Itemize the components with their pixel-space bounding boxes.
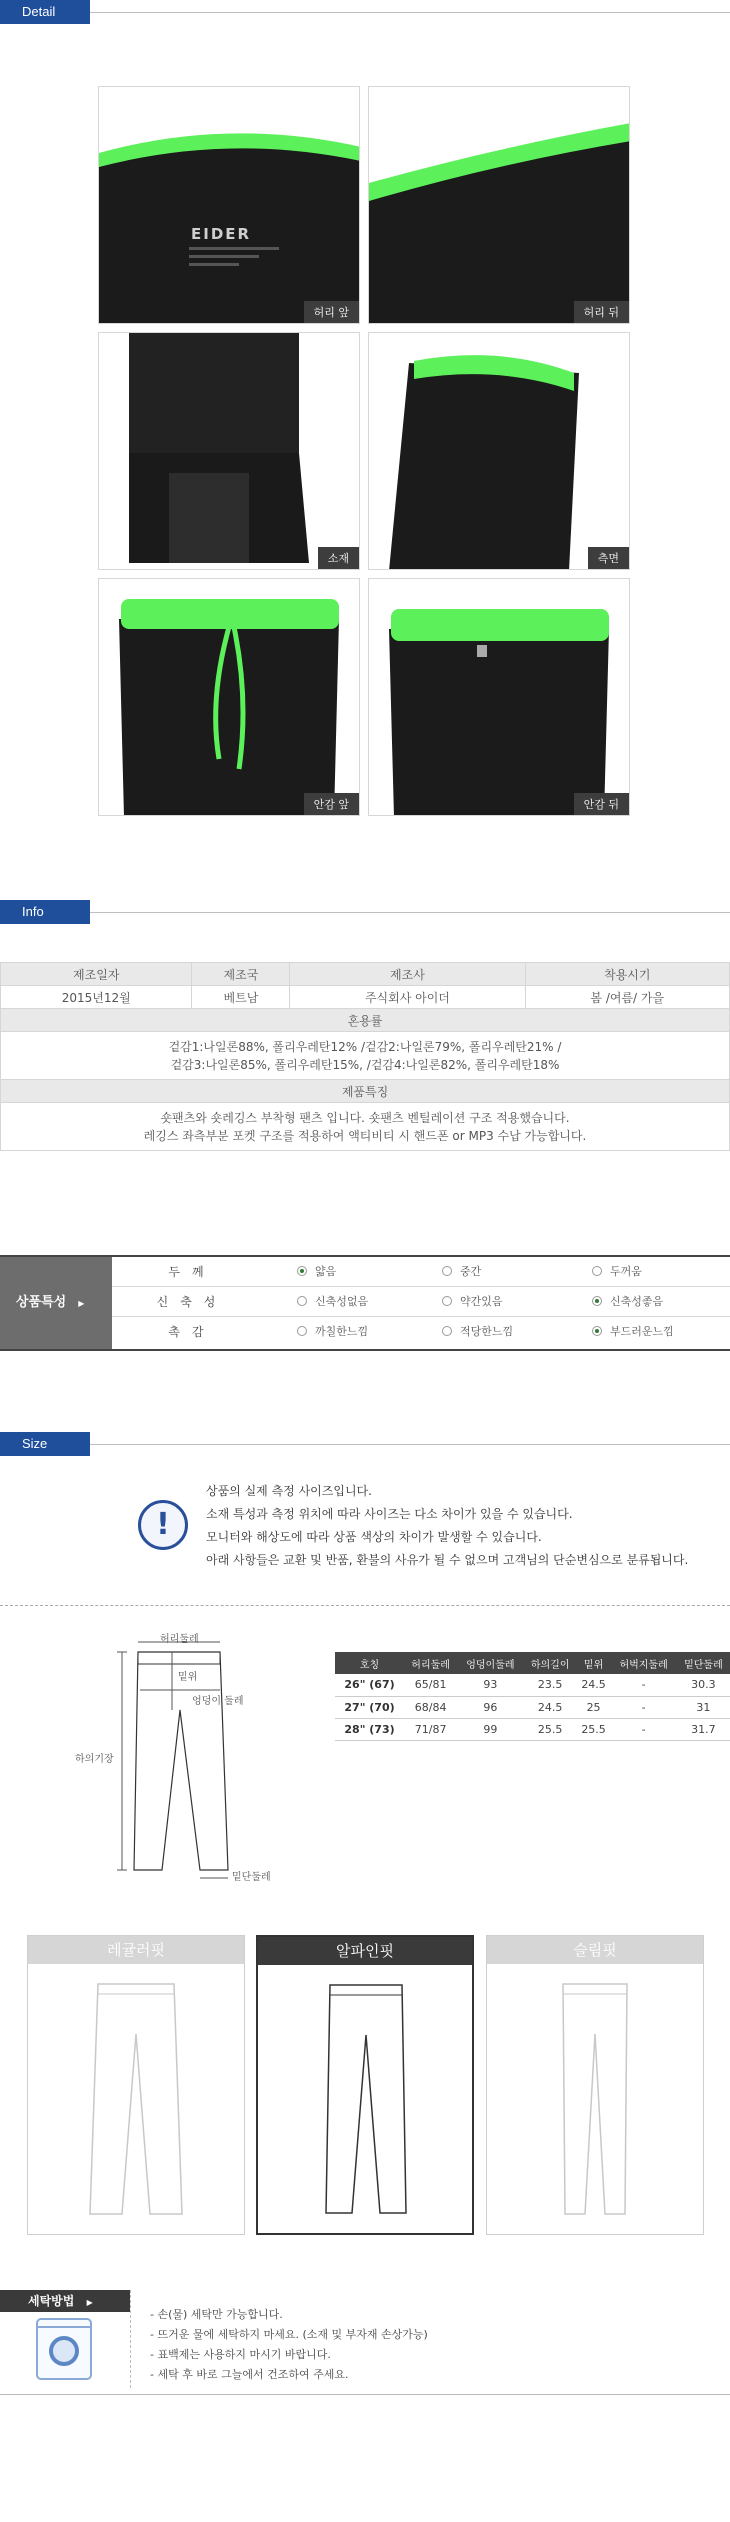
size-cell: 25.5	[524, 1718, 577, 1740]
radio-icon[interactable]	[442, 1326, 452, 1336]
info-value: 2015년12월	[1, 986, 192, 1009]
size-header: 허벅지둘레	[610, 1652, 676, 1674]
dashed-divider	[130, 2290, 131, 2388]
wash-instructions	[150, 2305, 428, 2385]
waist-back-illustration	[369, 87, 630, 324]
info-value: 베트남	[192, 986, 290, 1009]
radio-icon[interactable]	[442, 1266, 452, 1276]
feature-name: 신축성	[156, 1295, 228, 1309]
photo-lining-front	[98, 578, 360, 816]
size-tab: Size	[0, 1432, 90, 1456]
eider-logo: EIDER	[191, 225, 252, 243]
radio-icon[interactable]	[297, 1266, 307, 1276]
size-cell: 68/84	[404, 1696, 457, 1718]
size-header: 밑위	[577, 1652, 611, 1674]
size-cell: 25.5	[577, 1718, 611, 1740]
size-cell: 93	[457, 1674, 523, 1696]
photo-side	[368, 332, 630, 570]
mix-line: 겉감3:나일론85%, 폴리우레탄15%, /겉감4:나일론82%, 폴리우레탄18%	[170, 1057, 560, 1072]
fit-slim	[486, 1935, 704, 2235]
caption: 안감 뒤	[574, 793, 629, 815]
size-header: 허리둘레	[404, 1652, 457, 1674]
wash-header: 세탁방법 ▶	[0, 2290, 130, 2312]
divider	[90, 912, 730, 913]
info-header: 착용시기	[525, 963, 729, 986]
radio-icon[interactable]	[592, 1266, 602, 1276]
features-label: 상품특성 ▶	[0, 1257, 112, 1349]
divider	[0, 2394, 730, 2395]
size-cell: -	[610, 1696, 676, 1718]
fit-title: 레귤러핏	[28, 1936, 244, 1964]
size-cell: 25	[577, 1696, 611, 1718]
photo-lining-back	[368, 578, 630, 816]
regular-fit-pants-icon	[28, 1964, 244, 2234]
measurement-diagram	[60, 1630, 290, 1883]
size-section-header	[0, 1432, 730, 1456]
size-header: 하의길이	[524, 1652, 577, 1674]
size-cell: 23.5	[524, 1674, 577, 1696]
fit-title: 알파인핏	[258, 1937, 472, 1965]
notice-line: 상품의 실제 측정 사이즈입니다.	[206, 1484, 372, 1498]
option-soft[interactable]: 부드러운느낌	[592, 1317, 674, 1347]
caption: 허리 앞	[304, 301, 359, 323]
slim-fit-pants-icon	[487, 1964, 703, 2234]
lining-back-illustration	[369, 579, 630, 816]
size-cell: 26" (67)	[335, 1674, 404, 1696]
option-no-stretch[interactable]: 신축성없음	[297, 1287, 368, 1317]
caption: 안감 앞	[304, 793, 359, 815]
table-row	[335, 1718, 730, 1740]
notice-line: 아래 사항들은 교환 및 반품, 환불의 사유가 될 수 없으며 고객님의 단순변심으로 분류됩니다.	[206, 1553, 689, 1567]
size-cell: 65/81	[404, 1674, 457, 1696]
table-row	[335, 1674, 730, 1696]
info-header: 제조사	[290, 963, 525, 986]
info-header: 제조국	[192, 963, 290, 986]
mix-title: 혼용률	[1, 1009, 730, 1032]
size-header: 호칭	[335, 1652, 404, 1674]
photo-waist-back	[368, 86, 630, 324]
radio-icon[interactable]	[592, 1326, 602, 1336]
feature-name: 촉감	[168, 1325, 216, 1339]
caption: 허리 뒤	[574, 301, 629, 323]
size-cell: 31.7	[677, 1718, 730, 1740]
detail-section-header	[0, 0, 730, 24]
product-info-table	[0, 962, 730, 1151]
size-table	[335, 1652, 730, 1741]
table-row	[335, 1696, 730, 1718]
material-illustration	[99, 333, 360, 570]
option-thin[interactable]: 얇음	[297, 1257, 336, 1287]
mix-line: 겉감1:나일론88%, 폴리우레탄12% /겉감2:나일론79%, 폴리우레탄21% /	[168, 1039, 562, 1054]
option-medium[interactable]: 중간	[442, 1257, 481, 1287]
size-cell: 99	[457, 1718, 523, 1740]
dashed-divider	[0, 1605, 730, 1606]
size-header: 밑단둘레	[677, 1652, 730, 1674]
caption: 측면	[588, 547, 629, 569]
notice-line: 소재 특성과 측정 위치에 따라 사이즈는 다소 차이가 있을 수 있습니다.	[206, 1507, 573, 1521]
fit-alpine	[256, 1935, 474, 2235]
radio-icon[interactable]	[297, 1296, 307, 1306]
list-item: - 표백제는 사용하지 마시기 바랍니다.	[150, 2348, 331, 2361]
rise-label: 밑위	[178, 1672, 198, 1683]
option-thick[interactable]: 두꺼움	[592, 1257, 642, 1287]
radio-icon[interactable]	[442, 1296, 452, 1306]
photo-material	[98, 332, 360, 570]
caption: 소재	[318, 547, 359, 569]
mix-value	[1, 1032, 730, 1080]
feature-row-thickness	[112, 1257, 730, 1287]
size-notice	[206, 1480, 688, 1572]
size-cell: 31	[677, 1696, 730, 1718]
size-cell: 30.3	[677, 1674, 730, 1696]
list-item: - 세탁 후 바로 그늘에서 건조하여 주세요.	[150, 2368, 349, 2381]
size-cell: -	[610, 1718, 676, 1740]
radio-icon[interactable]	[297, 1326, 307, 1336]
size-cell: 24.5	[524, 1696, 577, 1718]
photo-waist-front	[98, 86, 360, 324]
length-label: 하의기장	[75, 1754, 114, 1765]
exclamation-icon: !	[138, 1500, 188, 1550]
size-cell: 71/87	[404, 1718, 457, 1740]
info-value: 봄 /여름/ 가을	[525, 986, 729, 1009]
product-features	[0, 1255, 730, 1351]
info-header: 제조일자	[1, 963, 192, 986]
radio-icon[interactable]	[592, 1296, 602, 1306]
option-rough[interactable]: 까칠한느낌	[297, 1317, 368, 1347]
size-cell: 28" (73)	[335, 1718, 404, 1740]
fit-regular	[27, 1935, 245, 2235]
hem-label: 밑단둘레	[232, 1872, 271, 1883]
option-moderate[interactable]: 적당한느낌	[442, 1317, 513, 1347]
divider	[90, 12, 730, 13]
info-tab: Info	[0, 900, 90, 924]
feature-name: 두께	[168, 1265, 216, 1279]
lining-front-illustration	[99, 579, 360, 816]
feature-line: 숏팬츠와 숏레깅스 부착형 팬츠 입니다. 숏팬츠 벤틸레이션 구조 적용했습니다.	[160, 1110, 570, 1125]
size-header: 엉덩이둘레	[457, 1652, 523, 1674]
fit-title: 슬림핏	[487, 1936, 703, 1964]
feature-value	[1, 1103, 730, 1151]
feature-line: 레깅스 좌측부분 포켓 구조를 적용하여 액티비티 시 핸드폰 or MP3 수납 가능합니다.	[143, 1128, 587, 1143]
notice-line: 모니터와 해상도에 따라 상품 색상의 차이가 발생할 수 있습니다.	[206, 1530, 542, 1544]
alpine-fit-pants-icon	[258, 1965, 472, 2233]
detail-tab: Detail	[0, 0, 90, 24]
size-cell: 96	[457, 1696, 523, 1718]
waist-label: 허리둘레	[160, 1634, 199, 1645]
size-cell: -	[610, 1674, 676, 1696]
info-section-header	[0, 900, 730, 924]
list-item: - 뜨거운 물에 세탁하지 마세요. (소재 및 부자재 손상가능)	[150, 2328, 428, 2341]
feature-title: 제품특징	[1, 1080, 730, 1103]
waist-front-illustration	[99, 87, 360, 324]
hip-label: 엉덩이 둘레	[192, 1696, 244, 1707]
size-cell: 27" (70)	[335, 1696, 404, 1718]
option-some-stretch[interactable]: 약간있음	[442, 1287, 503, 1317]
feature-row-stretch	[112, 1287, 730, 1317]
washing-machine-icon	[36, 2318, 92, 2380]
list-item: - 손(물) 세탁만 가능합니다.	[150, 2308, 283, 2321]
side-illustration	[369, 333, 630, 570]
option-good-stretch[interactable]: 신축성좋음	[592, 1287, 663, 1317]
size-cell: 24.5	[577, 1674, 611, 1696]
info-value: 주식회사 아이더	[290, 986, 525, 1009]
feature-row-touch	[112, 1317, 730, 1347]
divider	[90, 1444, 730, 1445]
